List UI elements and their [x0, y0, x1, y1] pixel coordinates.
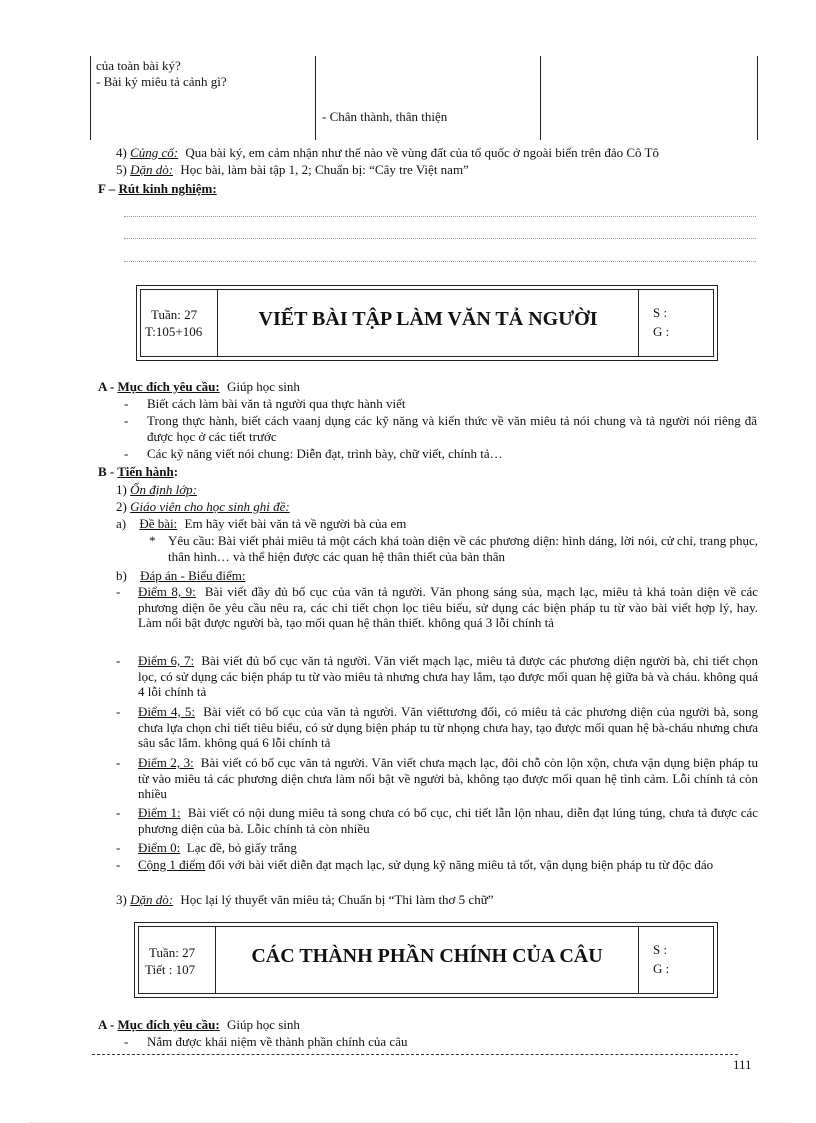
- s-label: S :: [653, 305, 668, 320]
- section-a-heading: A - Mục đích yêu cầu: Giúp học sinh: [98, 379, 300, 394]
- list-item: -: [124, 396, 129, 411]
- grade-item: Điểm 8, 9: Bài viết đầy đủ bố cục của văn tả người. Văn phong sáng sủa, mạch lạc, miêu tả khá toàn diện về các phương diện õe yêu cầu nêu ra, các chi tiết chọn lọc tiêu biểu, sử dụng các biện pháp tu từ vào bài viết hợp lý, hay. Làm nổi bật được người bà, tạo mối quan hệ thân thiết. không quá 3 lỗi chính tả: [138, 584, 758, 630]
- lesson-title: CÁC THÀNH PHẦN CHÍNH CỦA CÂU: [251, 945, 603, 967]
- grade-item: Điểm 2, 3: Bài viết có bố cục văn tả người. Văn viết chưa mạch lạc, đôi chỗ còn lộn xộn, chưa vận dụng biện pháp tu từ vào miêu tả các phương diện chưa làm nổi bật về người bà, không tạo được mối quan hệ tình cảm. Lỗi chính tả còn nhiều: [138, 755, 759, 801]
- bullet-star: *: [149, 533, 156, 548]
- top-table: [90, 56, 758, 140]
- grade-item: Điểm 6, 7: Bài viết đủ bố cục văn tả người. Văn viết mạch lạc, miêu tả được các phương diện người bà, chi tiết chọn lọc, có sử dụng các biện pháp tu từ vào miêu tả nhưng chưa hay lắm, tạo được mối quan hệ giữa bà và cháu. không quá 4 lỗi chính tả: [138, 653, 758, 699]
- table-cell-text: - Bài ký miêu tả cảnh gì?: [96, 74, 227, 89]
- footer-divider: [92, 1054, 738, 1055]
- period-label: Tiết : 107: [145, 962, 196, 977]
- dando-line: 5) Dặn dò: Học bài, làm bài tập 1, 2; Chuẩn bị: “Cây tre Việt nam”: [116, 162, 469, 177]
- de-bai: a) Đề bài: Em hãy viết bài văn tả về người bà của em: [116, 516, 407, 531]
- notes-line: [124, 261, 756, 262]
- table-cell-text: của toàn bài ký?: [96, 58, 181, 73]
- s-label: S :: [653, 942, 668, 957]
- notes-line: [124, 238, 756, 239]
- notes-line: [124, 216, 756, 217]
- week-label: Tuần: 27: [149, 945, 196, 960]
- table-cell-text: - Chân thành, thân thiện: [322, 109, 448, 124]
- list-item-text: Biết cách làm bài văn tả người qua thực hành viết: [147, 396, 406, 411]
- yeu-cau-text: Yêu cầu: Bài viết phải miêu tả một cách khá toàn diện về các phương diện: hình dáng, lời nói, cử chỉ, trang phục, thân hình… và thể hiện được các quan hệ thân thiết của bản thân: [168, 533, 758, 564]
- period-label: T:105+106: [145, 324, 203, 339]
- list-item-text: Các kỹ năng viết nói chung: Diễn đạt, trình bày, chữ viết, chính tả…: [147, 446, 503, 461]
- lesson-header-box: [136, 285, 718, 361]
- g-label: G :: [653, 324, 670, 339]
- grade-item: Điểm 0: Lạc đề, bỏ giấy trắng: [138, 840, 297, 855]
- dap-an: b) Đáp án - Biểu điểm:: [116, 568, 246, 583]
- cungco-line: 4) Củng cố: Qua bài ký, em cảm nhận như thế nào về vùng đất của tổ quốc ở ngoài biển trên đảo Cô Tô: [116, 145, 659, 160]
- dando-line-2: 3) Dặn dò: Học lại lý thuyết văn miêu tả; Chuẩn bị “Thi làm thơ 5 chữ”: [116, 892, 494, 907]
- list-item-text: Nắm được khái niệm về thành phần chính của câu: [147, 1034, 408, 1049]
- list-item-text: Trong thực hành, biết cách vaanj dụng các kỹ năng và kiến thức về văn miêu tả nói chung và tả người nói riêng đã được học ở các tiết trước: [147, 413, 757, 444]
- g-label: G :: [653, 961, 670, 976]
- dando-label: Dặn dò:: [130, 162, 174, 177]
- step-1: 1) Ổn định lớp:: [116, 482, 197, 497]
- section-a-heading: A - Mục đích yêu cầu: Giúp học sinh: [98, 1017, 300, 1032]
- lesson-header-box: [134, 922, 718, 998]
- cungco-label: Củng cố:: [130, 145, 179, 160]
- list-item: -: [124, 413, 129, 428]
- week-label: Tuần: 27: [151, 307, 198, 322]
- grade-item: Cộng 1 điểm đối với bài viết diễn đạt mạch lạc, sử dụng kỹ năng miêu tả tốt, vận dụng biện pháp tu từ độc đáo: [138, 857, 714, 872]
- step-2: 2) Giáo viên cho học sinh ghi đề:: [116, 499, 290, 514]
- rut-kinh-nghiem-heading: F – Rút kinh nghiệm:: [98, 181, 217, 196]
- list-item: -: [124, 446, 129, 461]
- section-b-heading: B - Tiến hành:: [98, 464, 179, 479]
- grade-item: Điểm 4, 5: Bài viết có bố cục của văn tả người. Văn viếttương đối, có miêu tả các phương diện của người bà, song chưa lựa chọn chi tiết tiêu biểu, có sử dụng biện pháp tu từ nhọng chưa hay, tạo được mối quan hệ bà-cháu nhưng chưa sâu sắc lắm. không quá 6 lỗi chính tả: [138, 704, 758, 750]
- grade-item: Điểm 1: Bài viết có nội dung miêu tả song chưa có bố cục, chi tiết lẫn lộn nhau, diễn đạt lúng túng, chưa tả được các phương diện của bà. Lỗic chính tả còn nhiều: [138, 805, 759, 836]
- page-number: 111: [733, 1057, 752, 1072]
- lesson-title: VIẾT BÀI TẬP LÀM VĂN TẢ NGƯỜI: [258, 308, 598, 330]
- list-item: -: [124, 1034, 129, 1049]
